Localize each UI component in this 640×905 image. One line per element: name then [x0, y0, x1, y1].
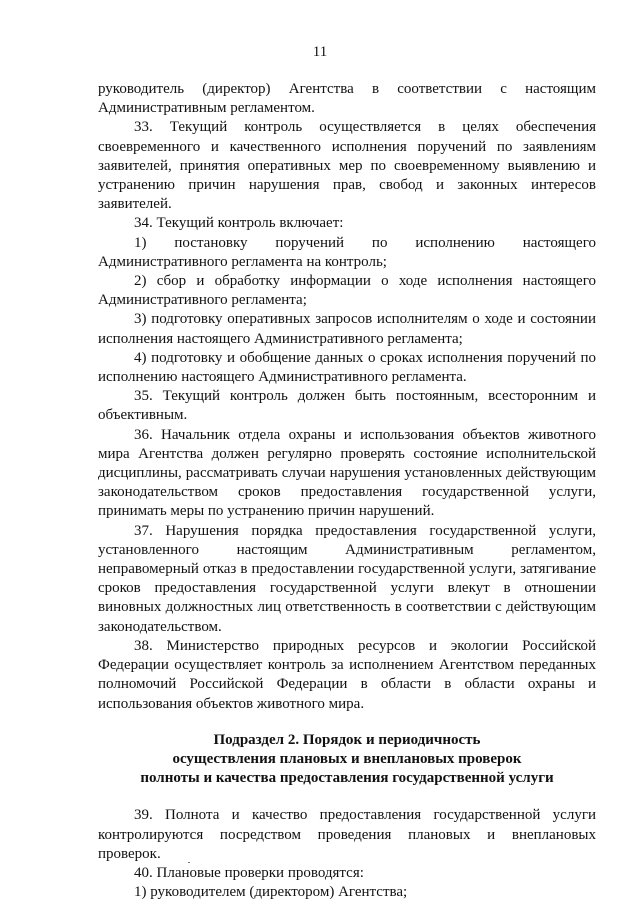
paragraph: 2) сбор и обработку информации о ходе исполнения настоящего Административного регламента; [98, 273, 596, 309]
paragraph: 1) руководителем (директором) Агентства; [134, 884, 408, 901]
paragraph: 4) подготовку и обобщение данных о сроках исполнения поручений по исполнению настоящего Административного регламента. [98, 349, 596, 386]
scan-speck [188, 862, 190, 863]
paragraph: 40. Плановые проверки проводятся: [134, 864, 364, 881]
paragraph: 37. Нарушения порядка предоставления государственной услуги, установленного настоящим Административным регламентом, неправомерный отказ в предоставлении государственной услуги, затягивание сроков предоставления государственной услуги влекут в отношении виновных должностных лиц ответственность в соответствии с действующим законодательством. [98, 522, 596, 635]
heading-line: полноты и качества предоставления государственной услуги [140, 770, 554, 787]
paragraph: руководитель (директор) Агентства в соответствии с настоящим Административным регламентом. [98, 81, 596, 117]
heading-line: Подраздел 2. Порядок и периодичность [213, 731, 481, 748]
heading-line: осуществления плановых и внеплановых проверок [172, 750, 522, 767]
document-body [98, 80, 596, 902]
paragraph: 3) подготовку оперативных запросов исполнителям о ходе и состоянии исполнения настоящего Административного регламента; [98, 311, 596, 347]
paragraph: 38. Министерство природных ресурсов и экологии Российской Федерации осуществляет контроль за исполнением Агентством переданных полномочий Российской Федерации в области в области охраны и использования объектов животного мира. [98, 637, 596, 712]
paragraph: 35. Текущий контроль должен быть постоянным, всесторонним и объективным. [98, 388, 596, 424]
paragraph-group-top [98, 80, 596, 714]
section-heading [98, 731, 596, 789]
paragraph: 39. Полнота и качество предоставления государственной услуги контролируются посредством проведения плановых и внеплановых проверок. [98, 807, 596, 862]
paragraph: 33. Текущий контроль осуществляется в целях обеспечения своевременного и качественного исполнения поручений по заявлениям заявителей, принятия оперативных мер по своевременному выявлению и устранению причин нарушения прав, свобод и законных интересов заявителей. [98, 119, 596, 213]
paragraph: 1) постановку поручений по исполнению настоящего Административного регламента на контроль; [98, 234, 596, 270]
paragraph: 36. Начальник отдела охраны и использования объектов животного мира Агентства должен регулярно проверять состояние исполнительской дисциплины, рассматривать случаи нарушения установленных действующим законодательством сроков предоставления государственной услуги, принимать меры по устранению причин нарушений. [98, 426, 596, 520]
page-number: 11 [312, 44, 328, 60]
paragraph-group-bottom [98, 806, 596, 902]
paragraph: 34. Текущий контроль включает: [134, 215, 344, 232]
